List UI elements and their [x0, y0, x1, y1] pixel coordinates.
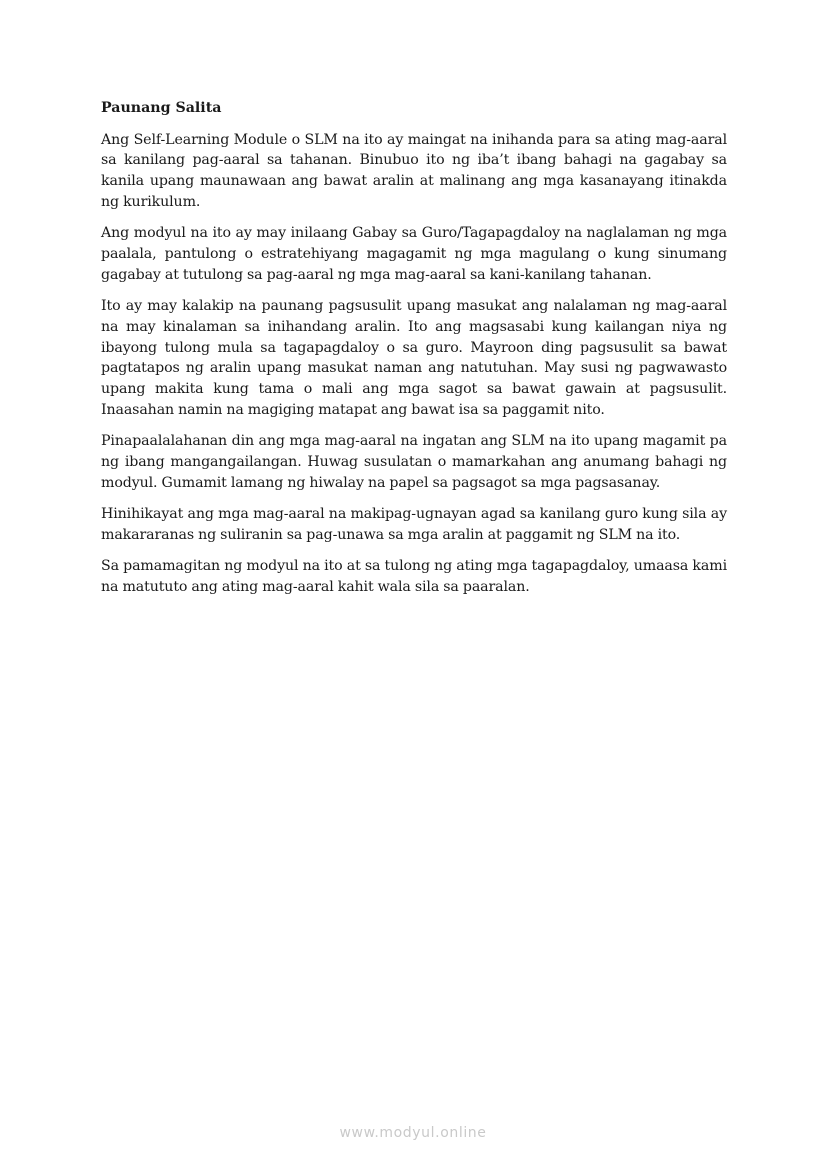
- paragraph-1: Ang Self-Learning Module o SLM na ito ay maingat na inihanda para sa ating mag-aaral sa kanilang pag-aaral sa tahanan. Binubuo ito ng iba’t ibang bahagi na gagabay sa kanila upang maunawaan ang bawat aralin at malinang ang mga kasanayang itinakda ng kurikulum.: [101, 131, 727, 210]
- watermark: www.modyul.online: [339, 1125, 487, 1141]
- paragraph-2: Ang modyul na ito ay may inilaang Gabay sa Guro/Tagapagdaloy na naglalaman ng mga paalala, pantulong o estratehiyang magagamit ng mga magulang o kung sinumang gagabay at tutulong sa pag-aaral ng mga mag-aaral sa kani-kanilang tahanan.: [101, 225, 727, 283]
- paragraph-4: Pinapaalalahanan din ang mga mag-aaral na ingatan ang SLM na ito upang magamit pa ng ibang mangangailangan. Huwag susulatan o mamarkahan ang anumang bahagi ng modyul. Gumamit lamang ng hiwalay na papel sa pagsagot sa mga pagsasanay.: [101, 433, 727, 491]
- document-body: [101, 98, 727, 608]
- paragraph-6: Sa pamamagitan ng modyul na ito at sa tulong ng ating mga tagapagdaloy, umaasa kami na matututo ang ating mag-aaral kahit wala sila sa paaralan.: [101, 558, 727, 595]
- section-heading: Paunang Salita: [101, 100, 222, 116]
- paragraph-3: Ito ay may kalakip na paunang pagsusulit upang masukat ang nalalaman ng mag-aaral na may kinalaman sa inihandang aralin. Ito ang magsasabi kung kailangan niya ng ibayong tulong mula sa tagapagdaloy o sa guro. Mayroon ding pagsusulit sa bawat pagtatapos ng aralin upang masukat naman ang natutuhan. May susi ng pagwawasto upang makita kung tama o mali ang mga sagot sa bawat gawain at pagsusulit. Inaasahan namin na magiging matapat ang bawat isa sa paggamit nito.: [101, 298, 727, 418]
- paragraph-5: Hinihikayat ang mga mag-aaral na makipag-ugnayan agad sa kanilang guro kung sila ay makararanas ng suliranin sa pag-unawa sa mga aralin at paggamit ng SLM na ito.: [101, 506, 727, 543]
